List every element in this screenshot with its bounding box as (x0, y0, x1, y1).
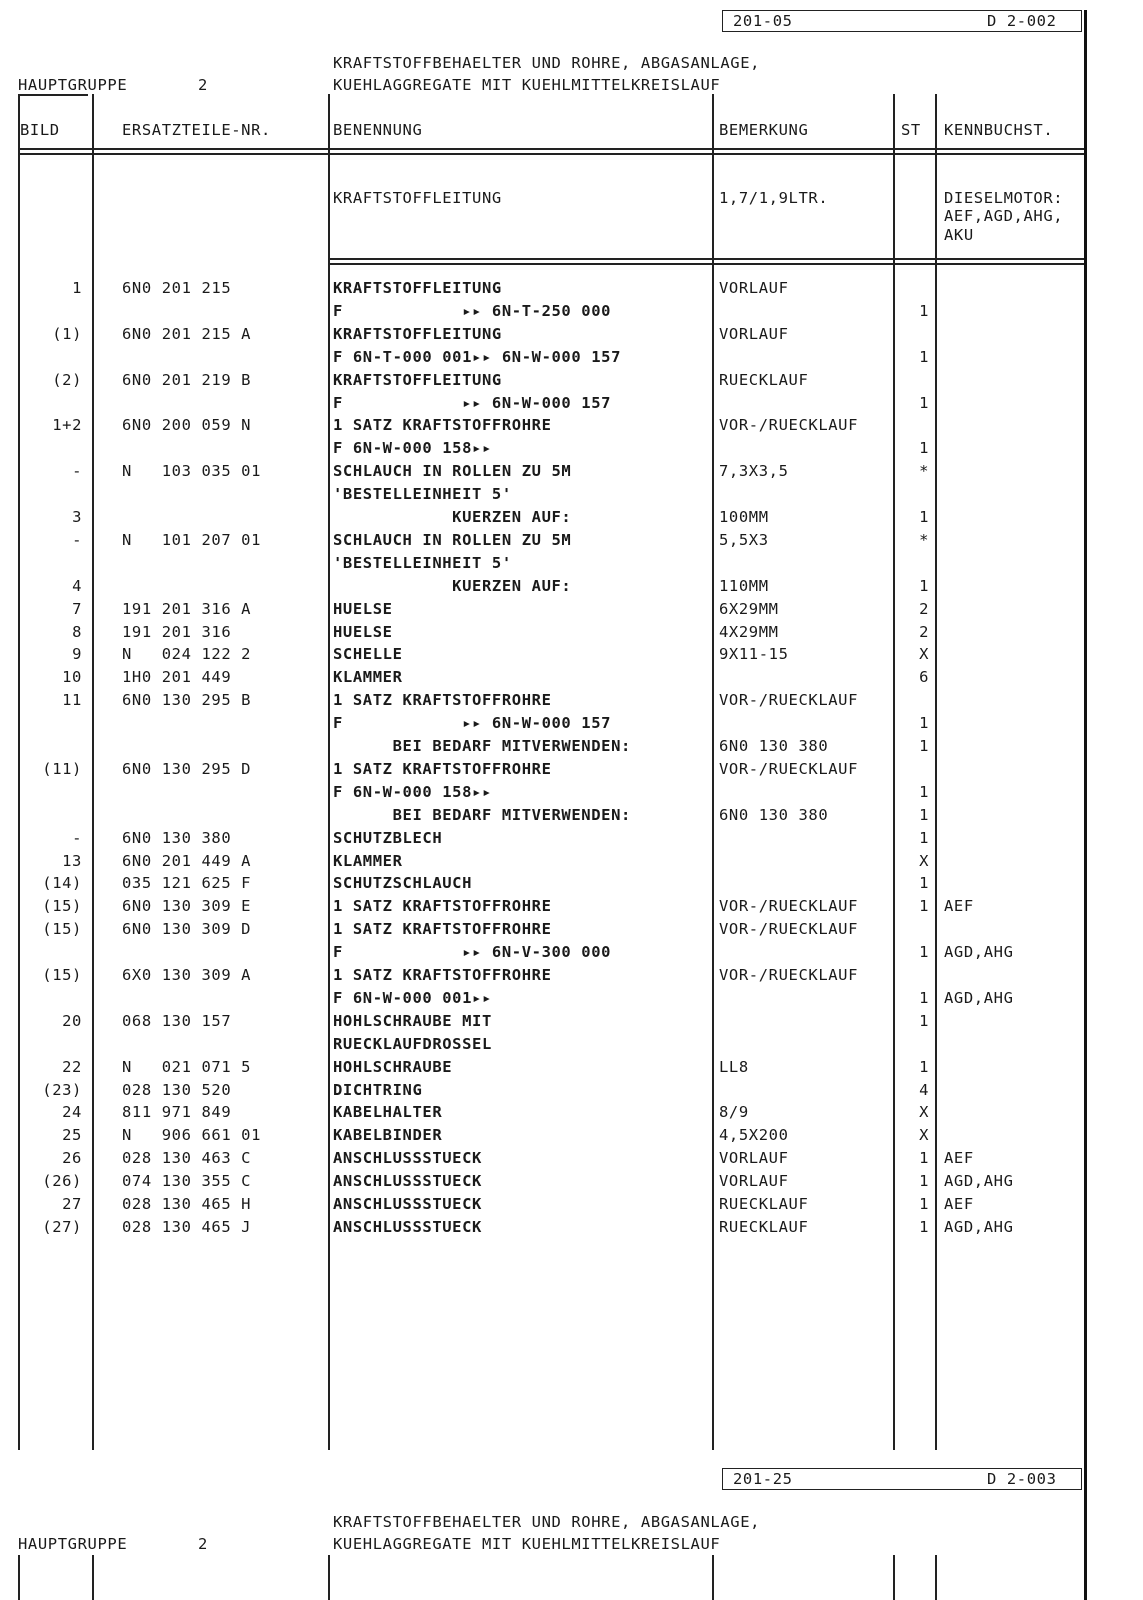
next-title-line-1: KRAFTSTOFFBEHAELTER UND ROHRE, ABGASANLAGE, (333, 1513, 761, 1531)
row-benennung: ANSCHLUSSSTUECK (333, 1217, 482, 1236)
row-st: 1 (919, 301, 929, 320)
row-bild: 13 (62, 851, 82, 870)
row-kennbuchst: AEF (944, 1195, 974, 1213)
section-code-2: AEF,AGD,AHG, (944, 207, 1064, 225)
row-st: 2 (919, 599, 929, 618)
row-benennung: KLAMMER (333, 851, 403, 870)
row-bemerkung: 9X11-15 (719, 645, 789, 664)
table-row (0, 1170, 1143, 1193)
next-title-line-2: KUEHLAGGREGATE MIT KUEHLMITTELKREISLAUF (333, 1535, 721, 1553)
row-bild: (11) (42, 759, 82, 778)
row-st: 1 (919, 782, 929, 801)
row-benennung: HUELSE (333, 599, 393, 618)
row-benennung: SCHLAUCH IN ROLLEN ZU 5M (333, 530, 572, 549)
row-benennung: KABELBINDER (333, 1126, 443, 1145)
row-bild: (14) (42, 874, 82, 893)
row-part-number: 6N0 201 215 (122, 279, 232, 297)
row-part-number: 028 130 465 H (122, 1195, 252, 1213)
row-part-number: N 101 207 01 (122, 530, 262, 549)
table-row (0, 666, 1143, 689)
row-part-number: 6N0 200 059 N (122, 416, 252, 435)
row-st: 1 (919, 805, 929, 824)
row-bemerkung: 4,5X200 (719, 1126, 789, 1145)
title-line-2: KUEHLAGGREGATE MIT KUEHLMITTELKREISLAUF (333, 76, 721, 94)
row-part-number: 028 130 465 J (122, 1217, 252, 1236)
row-part-number: 6N0 201 219 B (122, 370, 252, 389)
table-row (0, 1216, 1143, 1239)
table-row (0, 414, 1143, 437)
table-row (0, 1193, 1143, 1216)
header-rule-2 (18, 153, 1084, 155)
row-benennung: F 6N-W-000 001▸▸ (333, 988, 492, 1007)
row-bild: 8 (72, 622, 82, 641)
table-row (0, 1010, 1143, 1033)
row-bild: 25 (62, 1126, 82, 1145)
table-row (0, 552, 1143, 575)
table-row (0, 1147, 1143, 1170)
doc-ref-box (722, 10, 1082, 32)
next-left-border (18, 1555, 20, 1600)
row-bild: 7 (72, 599, 82, 618)
row-st: 1 (919, 1057, 929, 1076)
row-benennung: KUERZEN AUF: (333, 508, 572, 526)
table-row (0, 895, 1143, 918)
row-st: 1 (919, 576, 929, 595)
row-benennung: 1 SATZ KRAFTSTOFFROHRE (333, 691, 552, 710)
table-row (0, 437, 1143, 460)
row-st: 1 (919, 897, 929, 916)
row-part-number: N 906 661 01 (122, 1126, 262, 1145)
row-bild: (1) (52, 324, 82, 343)
table-row (0, 300, 1143, 323)
row-benennung: SCHLAUCH IN ROLLEN ZU 5M (333, 462, 572, 481)
row-benennung: KRAFTSTOFFLEITUNG (333, 370, 502, 389)
table-row (0, 575, 1143, 598)
row-part-number: 6N0 201 215 A (122, 324, 252, 343)
group-label: HAUPTGRUPPE (18, 76, 128, 94)
row-bemerkung: 6X29MM (719, 599, 779, 618)
row-part-number: N 103 035 01 (122, 462, 262, 481)
row-bild: 10 (62, 668, 82, 687)
next-group-label: HAUPTGRUPPE (18, 1535, 128, 1553)
table-row (0, 804, 1143, 827)
row-st: 4 (919, 1080, 929, 1099)
row-bemerkung: VORLAUF (719, 324, 789, 343)
row-benennung: KLAMMER (333, 668, 403, 687)
row-part-number: 074 130 355 C (122, 1172, 252, 1191)
next-page-number: D 2-003 (987, 1470, 1057, 1488)
next-col-line-2 (328, 1555, 330, 1600)
section-name: KRAFTSTOFFLEITUNG (333, 189, 502, 207)
row-benennung: SCHUTZBLECH (333, 828, 443, 847)
row-benennung: BEI BEDARF MITVERWENDEN: (333, 737, 631, 755)
row-bemerkung: VOR-/RUECKLAUF (719, 897, 859, 916)
row-bemerkung: VOR-/RUECKLAUF (719, 691, 859, 710)
row-part-number: 1H0 201 449 (122, 668, 232, 687)
row-kennbuchst: AGD,AHG (944, 1172, 1014, 1191)
row-part-number: 6N0 130 380 (122, 828, 232, 847)
table-row (0, 506, 1143, 529)
row-st: X (919, 1126, 929, 1145)
row-part-number: 6N0 130 309 D (122, 920, 252, 939)
table-row (0, 598, 1143, 621)
row-benennung: DICHTRING (333, 1080, 423, 1099)
row-bemerkung: VOR-/RUECKLAUF (719, 759, 859, 778)
table-row (0, 621, 1143, 644)
row-part-number: N 024 122 2 (122, 645, 252, 664)
row-benennung: F ▸▸ 6N-W-000 157 (333, 393, 612, 412)
row-part-number: 6N0 130 295 D (122, 759, 252, 778)
row-st: 1 (919, 737, 929, 755)
row-benennung: SCHUTZSCHLAUCH (333, 874, 473, 893)
row-benennung: F 6N-W-000 158▸▸ (333, 782, 492, 801)
next-col-line-5 (935, 1555, 937, 1600)
row-st: 1 (919, 1195, 929, 1213)
row-st: 1 (919, 347, 929, 366)
row-st: 2 (919, 622, 929, 641)
row-part-number: 028 130 463 C (122, 1149, 252, 1168)
col-header-kennbuchst: KENNBUCHST. (944, 121, 1054, 139)
row-bemerkung: VORLAUF (719, 279, 789, 297)
row-st: X (919, 1103, 929, 1122)
row-part-number: 191 201 316 (122, 622, 232, 641)
row-bild: (23) (42, 1080, 82, 1099)
table-row (0, 483, 1143, 506)
row-bemerkung: 7,3X3,5 (719, 462, 789, 481)
row-part-number: 035 121 625 F (122, 874, 252, 893)
table-row (0, 346, 1143, 369)
section-code-1: DIESELMOTOR: (944, 189, 1064, 207)
section-rule-2 (329, 263, 1084, 265)
row-benennung: ANSCHLUSSSTUECK (333, 1195, 482, 1213)
row-bild: - (72, 828, 82, 847)
table-row (0, 460, 1143, 483)
row-bild: 22 (62, 1057, 82, 1076)
row-st: 1 (919, 1217, 929, 1236)
section-remark: 1,7/1,9LTR. (719, 189, 829, 207)
row-st: 1 (919, 874, 929, 893)
row-st: * (919, 462, 929, 481)
header-rule-1 (18, 148, 1084, 150)
table-row (0, 323, 1143, 346)
row-part-number: 6N0 201 449 A (122, 851, 252, 870)
section-code-3: AKU (944, 226, 974, 244)
table-row (0, 1101, 1143, 1124)
row-st: 1 (919, 1172, 929, 1191)
next-doc-ref-box (722, 1468, 1082, 1490)
row-kennbuchst: AGD,AHG (944, 1217, 1014, 1236)
table-row (0, 918, 1143, 941)
group-number: 2 (198, 76, 208, 94)
row-bild: (15) (42, 966, 82, 984)
row-bemerkung: RUECKLAUF (719, 1195, 809, 1213)
table-row (0, 277, 1143, 300)
row-bild: 1 (72, 279, 82, 297)
table-row (0, 827, 1143, 850)
row-bemerkung: VORLAUF (719, 1172, 789, 1191)
row-part-number: 191 201 316 A (122, 599, 252, 618)
row-benennung: KRAFTSTOFFLEITUNG (333, 324, 502, 343)
page-number: D 2-002 (987, 12, 1057, 30)
row-st: X (919, 645, 929, 664)
row-bild: 9 (72, 645, 82, 664)
row-bild: - (72, 462, 82, 481)
col-header-bemerkung: BEMERKUNG (719, 121, 809, 139)
row-st: 1 (919, 1149, 929, 1168)
row-benennung: RUECKLAUFDROSSEL (333, 1034, 492, 1053)
row-kennbuchst: AGD,AHG (944, 943, 1014, 962)
row-benennung: 1 SATZ KRAFTSTOFFROHRE (333, 897, 552, 916)
row-st: 1 (919, 943, 929, 962)
row-benennung: F ▸▸ 6N-V-300 000 (333, 943, 612, 962)
row-benennung: 1 SATZ KRAFTSTOFFROHRE (333, 759, 552, 778)
header-top-rule (18, 94, 88, 96)
row-benennung: 'BESTELLEINHEIT 5' (333, 485, 512, 504)
row-kennbuchst: AEF (944, 1149, 974, 1168)
row-benennung: 1 SATZ KRAFTSTOFFROHRE (333, 416, 552, 435)
row-bemerkung: VOR-/RUECKLAUF (719, 416, 859, 435)
table-row (0, 941, 1143, 964)
row-kennbuchst: AEF (944, 897, 974, 916)
table-row (0, 1124, 1143, 1147)
table-row (0, 735, 1143, 758)
row-bild: - (72, 530, 82, 549)
row-bemerkung: LL8 (719, 1057, 749, 1076)
row-bild: (2) (52, 370, 82, 389)
col-header-bild: BILD (20, 121, 60, 139)
row-bild: (15) (42, 897, 82, 916)
row-st: 1 (919, 393, 929, 412)
row-bemerkung: RUECKLAUF (719, 1217, 809, 1236)
row-benennung: F 6N-T-000 001▸▸ 6N-W-000 157 (333, 347, 622, 366)
row-bemerkung: VOR-/RUECKLAUF (719, 966, 859, 984)
row-bild: 27 (62, 1195, 82, 1213)
row-bemerkung: VORLAUF (719, 1149, 789, 1168)
table-row (0, 1079, 1143, 1102)
table-row (0, 872, 1143, 895)
col-header-st: ST (901, 121, 921, 139)
table-row (0, 689, 1143, 712)
table-row (0, 987, 1143, 1010)
row-bild: (15) (42, 920, 82, 939)
row-bild: 20 (62, 1011, 82, 1030)
next-group-number: 2 (198, 1535, 208, 1553)
next-col-line-1 (92, 1555, 94, 1600)
row-kennbuchst: AGD,AHG (944, 988, 1014, 1007)
row-benennung: BEI BEDARF MITVERWENDEN: (333, 805, 631, 824)
doc-ref: 201-05 (733, 12, 793, 30)
col-header-ersatzteile: ERSATZTEILE-NR. (122, 121, 271, 139)
table-row (0, 781, 1143, 804)
row-bemerkung: 110MM (719, 576, 769, 595)
table-row (0, 964, 1143, 987)
row-benennung: HUELSE (333, 622, 393, 641)
row-benennung: F ▸▸ 6N-W-000 157 (333, 714, 612, 733)
row-st: 1 (919, 828, 929, 847)
row-bemerkung: 4X29MM (719, 622, 779, 641)
row-bemerkung: 8/9 (719, 1103, 749, 1122)
table-row (0, 529, 1143, 552)
row-bemerkung: 6N0 130 380 (719, 805, 829, 824)
row-bild: 1+2 (52, 416, 82, 435)
row-st: 1 (919, 508, 929, 526)
row-bild: 11 (62, 691, 82, 710)
title-line-1: KRAFTSTOFFBEHAELTER UND ROHRE, ABGASANLAGE, (333, 54, 761, 72)
row-bemerkung: RUECKLAUF (719, 370, 809, 389)
table-row (0, 392, 1143, 415)
row-bild: 24 (62, 1103, 82, 1122)
row-part-number: 068 130 157 (122, 1011, 232, 1030)
row-benennung: 'BESTELLEINHEIT 5' (333, 553, 512, 572)
row-bild: (27) (42, 1217, 82, 1236)
row-bild: 26 (62, 1149, 82, 1168)
next-doc-ref: 201-25 (733, 1470, 793, 1488)
row-bild: (26) (42, 1172, 82, 1191)
row-benennung: KUERZEN AUF: (333, 576, 572, 595)
table-row (0, 850, 1143, 873)
row-st: 1 (919, 1011, 929, 1030)
next-col-line-4 (893, 1555, 895, 1600)
row-st: * (919, 530, 929, 549)
row-bemerkung: 100MM (719, 508, 769, 526)
row-bild: 4 (72, 576, 82, 595)
col-header-benennung: BENENNUNG (333, 121, 423, 139)
row-st: 1 (919, 714, 929, 733)
row-benennung: 1 SATZ KRAFTSTOFFROHRE (333, 966, 552, 984)
table-row (0, 712, 1143, 735)
row-benennung: HOHLSCHRAUBE (333, 1057, 453, 1076)
next-col-line-3 (712, 1555, 714, 1600)
row-st: X (919, 851, 929, 870)
row-st: 6 (919, 668, 929, 687)
table-row (0, 758, 1143, 781)
row-st: 1 (919, 988, 929, 1007)
row-benennung: SCHELLE (333, 645, 403, 664)
row-bild: 3 (72, 508, 82, 526)
row-part-number: 811 971 849 (122, 1103, 232, 1122)
row-part-number: N 021 071 5 (122, 1057, 252, 1076)
row-part-number: 6X0 130 309 A (122, 966, 252, 984)
row-benennung: KRAFTSTOFFLEITUNG (333, 279, 502, 297)
row-benennung: HOHLSCHRAUBE MIT (333, 1011, 492, 1030)
row-part-number: 028 130 520 (122, 1080, 232, 1099)
table-row (0, 369, 1143, 392)
section-rule-1 (329, 258, 1084, 260)
row-benennung: F ▸▸ 6N-T-250 000 (333, 301, 612, 320)
row-benennung: ANSCHLUSSSTUECK (333, 1149, 482, 1168)
row-st: 1 (919, 439, 929, 458)
row-benennung: 1 SATZ KRAFTSTOFFROHRE (333, 920, 552, 939)
row-benennung: KABELHALTER (333, 1103, 443, 1122)
row-part-number: 6N0 130 309 E (122, 897, 252, 916)
table-row (0, 1033, 1143, 1056)
row-bemerkung: 6N0 130 380 (719, 737, 829, 755)
row-benennung: F 6N-W-000 158▸▸ (333, 439, 492, 458)
row-part-number: 6N0 130 295 B (122, 691, 252, 710)
row-bemerkung: VOR-/RUECKLAUF (719, 920, 859, 939)
table-row (0, 643, 1143, 666)
row-bemerkung: 5,5X3 (719, 530, 769, 549)
table-row (0, 1056, 1143, 1079)
row-benennung: ANSCHLUSSSTUECK (333, 1172, 482, 1191)
